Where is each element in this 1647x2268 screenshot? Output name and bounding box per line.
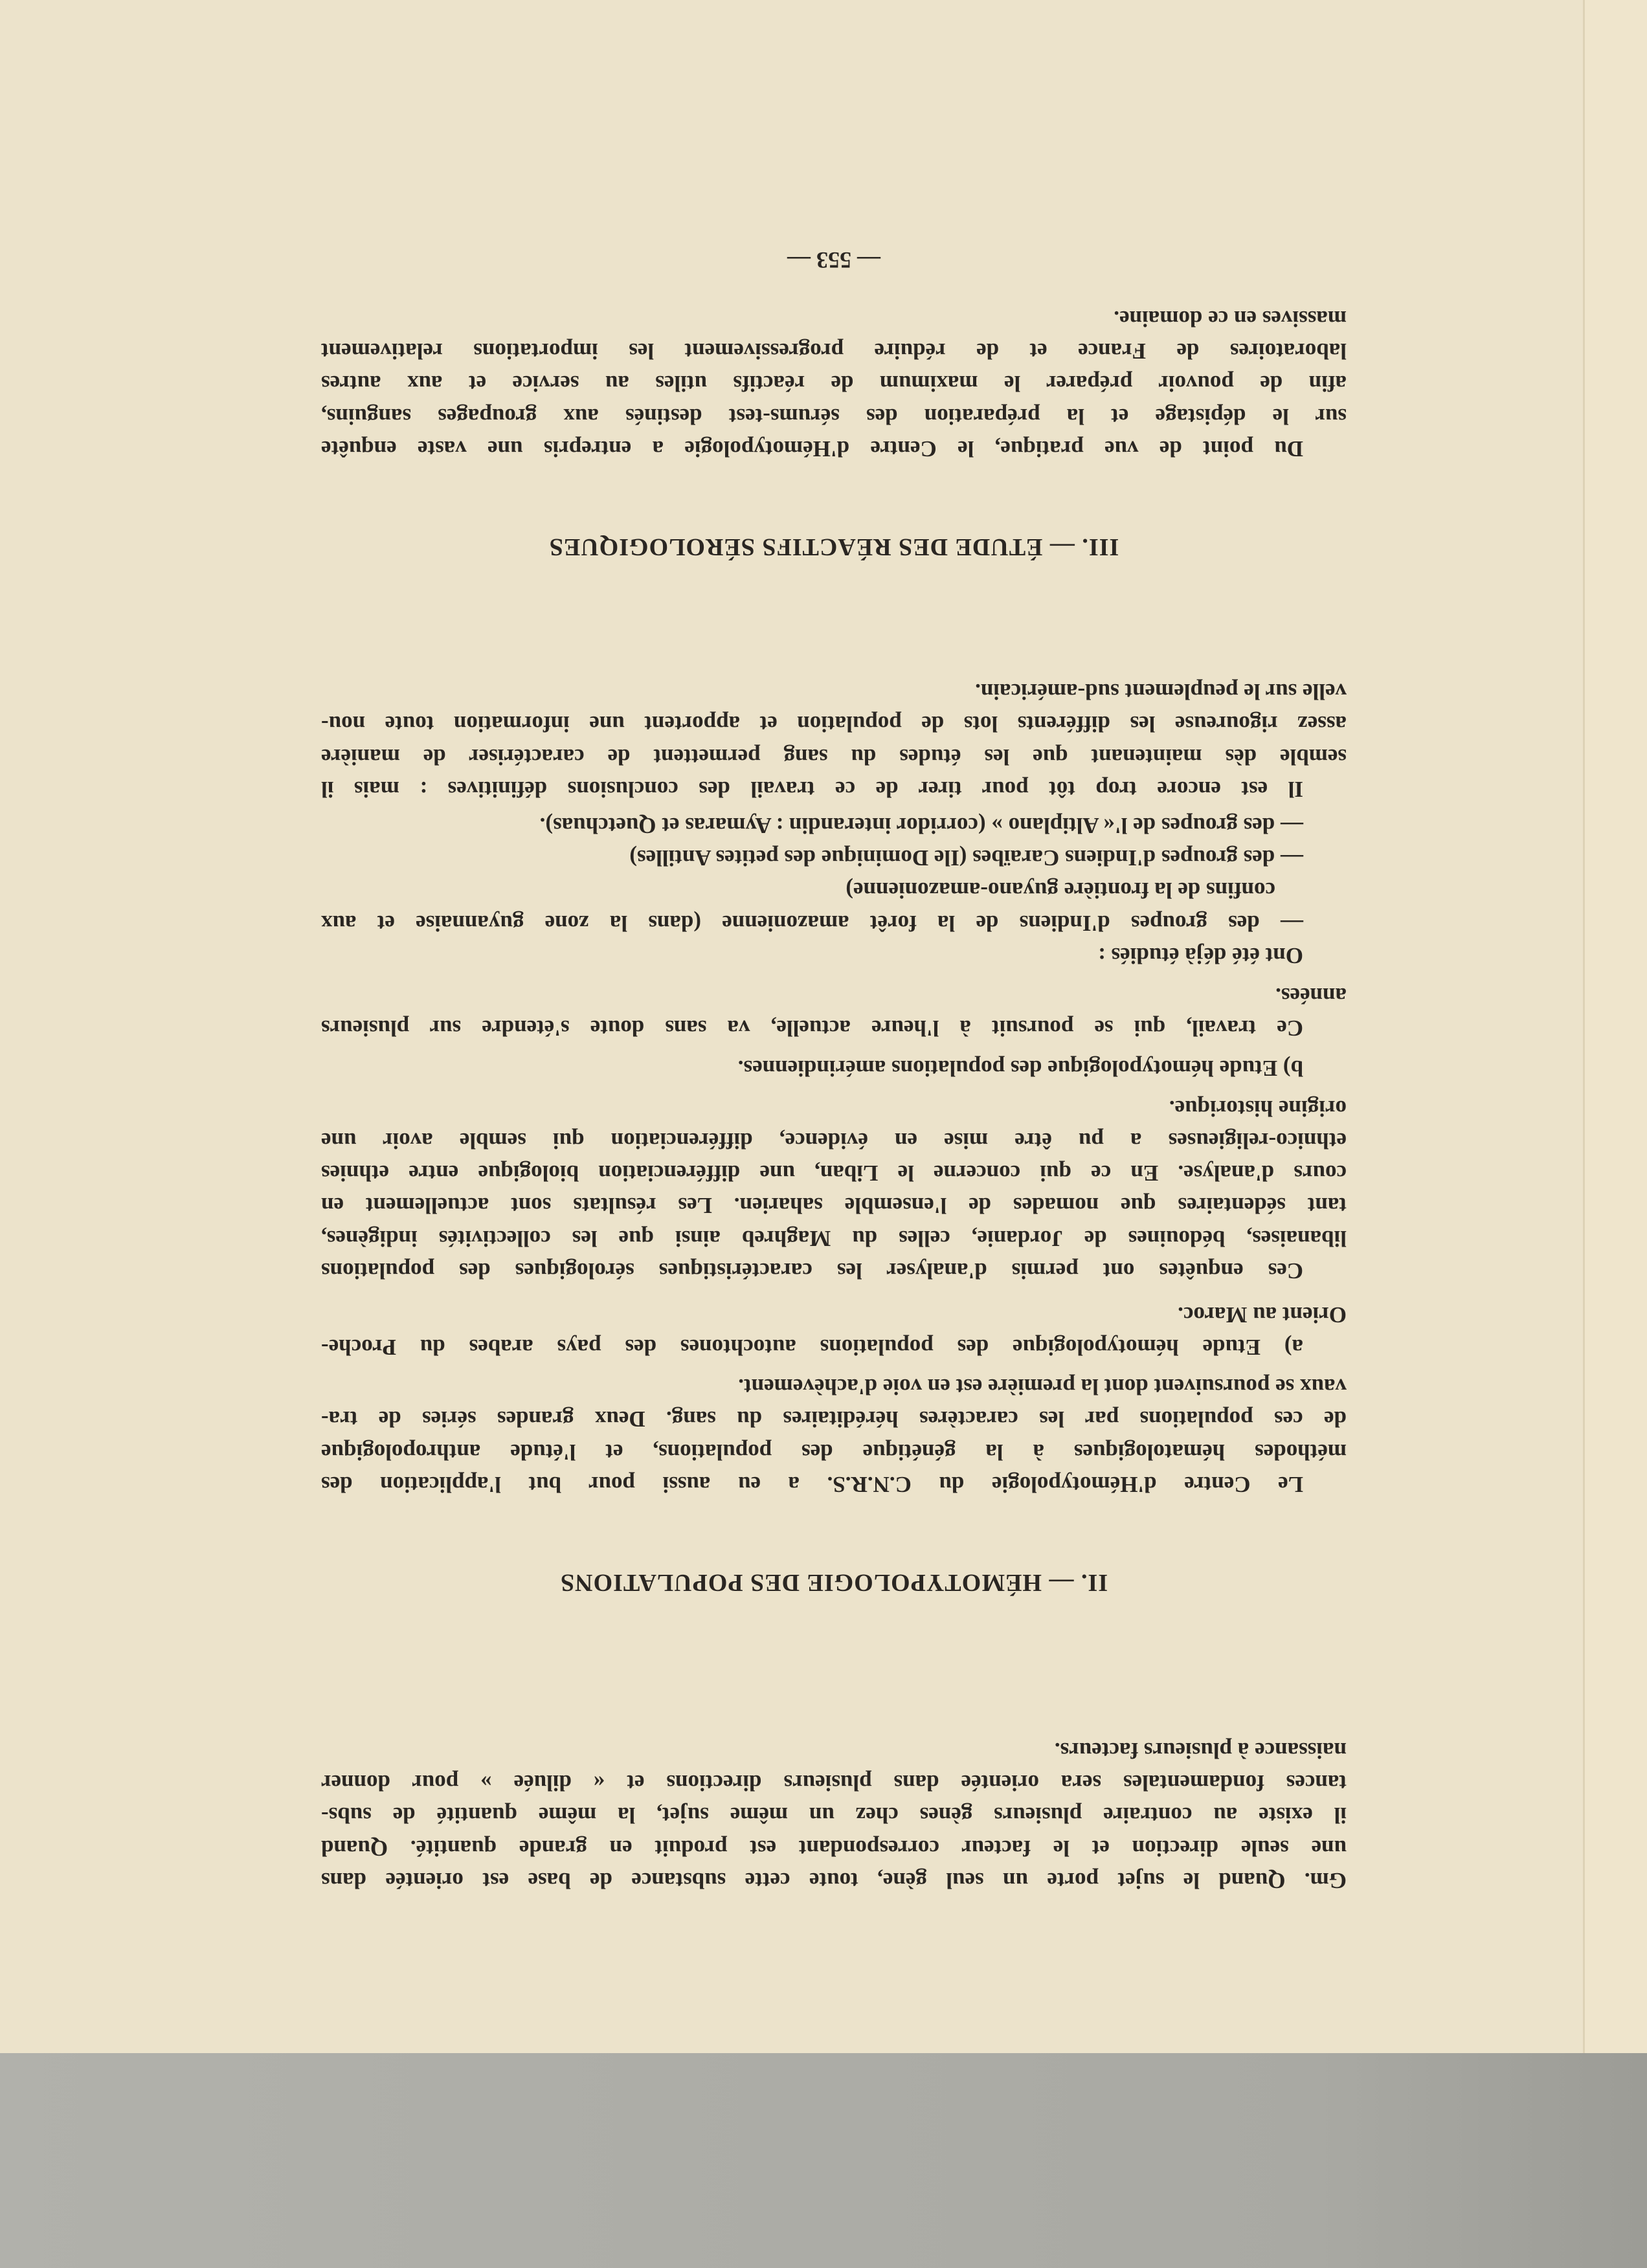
text-line: massives en ce domaine. xyxy=(1114,306,1347,331)
text-line: confins de la frontière guyano-amazonienne) xyxy=(846,878,1275,904)
text-line: Ont été déjà étudiés : xyxy=(1098,943,1303,968)
text-line: — des groupes de l'« Altiplano » (corridor interandin : Aymaras et Quetchuas). xyxy=(539,812,1303,838)
text-line: naissance à plusieurs facteurs. xyxy=(1054,1737,1347,1763)
text-line: assez rigoureuse les différents lots de population et apportent une information toute nou- xyxy=(321,711,1347,737)
text-line: velle sur le peuplement sud-américain. xyxy=(975,679,1347,705)
text-line: cours d'analyse. En ce qui concerne le Liban, une différenciation biologique entre ethnies xyxy=(321,1161,1347,1186)
paragraph-a xyxy=(321,1298,1347,1363)
text-line: il existe au contraire plusieurs gènes chez un même sujet, la même quantité de subs- xyxy=(321,1803,1347,1829)
page-edge-strip xyxy=(1583,0,1647,2053)
section-heading-reactifs: III. — ÉTUDE DES RÉACTIFS SÉROLOGIQUES xyxy=(548,533,1119,561)
text-line: b) Etude hémotypologique des populations amérindiennes. xyxy=(737,1056,1303,1081)
text-line: Il est encore trop tôt pour tirer de ce travail des conclusions définitives : mais il xyxy=(321,777,1303,802)
text-line: afin de pouvoir préparer le maximum de réactifs utiles au service et aux autres xyxy=(321,371,1347,397)
text-line: de ces populations par les caractères héréditaires du sang. Deux grandes séries de tra- xyxy=(321,1406,1347,1432)
text-line: Ce travail, qui se poursuit à l'heure actuelle, va sans doute s'étendre sur plusieurs xyxy=(321,1016,1303,1041)
page-text-rotated xyxy=(321,239,1347,1896)
text-line: sur le dépistage et la préparation des sérums-test destinés aux groupages sanguins, xyxy=(321,403,1347,429)
paragraph-conclusion xyxy=(321,675,1347,805)
text-line: tant sédentaires que nomades de l'ensemble saharien. Les résultats sont actuellement en xyxy=(321,1193,1347,1219)
text-line: Orient au Maroc. xyxy=(1178,1302,1347,1328)
paragraph-pratique xyxy=(321,302,1347,465)
text-line: libanaises, bédouines de Jordanie, celles du Maghreb ainsi que les collectivités indigènes, xyxy=(321,1225,1347,1251)
text-line: laboratoires de France et de réduire progressivement les importations relativement xyxy=(321,339,1347,364)
text-line: — des groupes d'Indiens de la forêt amazonienne (dans la zone guyannaise et aux xyxy=(321,910,1303,936)
text-line: Du point de vue pratique, le Centre d'Hémotypologie a entrepris une vaste enquête xyxy=(321,436,1303,461)
text-line: semble dès maintenant que les études du sang permettent de caractériser de manière xyxy=(321,744,1347,770)
text-line: années. xyxy=(1275,983,1347,1008)
text-line: une seule direction et le facteur correspondant est produit en grande quantité. Quand xyxy=(321,1835,1347,1861)
text-line: Ces enquêtes ont permis d'analyser les caractéristiques sérologiques des populations xyxy=(321,1258,1303,1284)
text-line: méthodes hématologiques à la génétique des populations, et l'étude anthropologique xyxy=(321,1439,1347,1465)
text-line: vaux se poursuivent dont la première est en voie d'achèvement. xyxy=(738,1374,1347,1400)
paragraph-centre xyxy=(321,1370,1347,1500)
section-heading-hemotypologie: II. — HÉMOTYPOLOGIE DES POPULATIONS xyxy=(559,1569,1108,1596)
text-line: tances fondamentales sera orientée dans plusieurs directions et « diluée » pour donner xyxy=(321,1770,1347,1796)
paragraph-gm xyxy=(321,1734,1347,1896)
page-number: — 553 — xyxy=(787,247,880,273)
text-line: origine historique. xyxy=(1169,1095,1347,1121)
text-line: a) Etude hémotypologique des populations autochtones des pays arabes du Proche- xyxy=(321,1335,1303,1360)
paragraph-travail xyxy=(321,979,1347,1044)
paragraph-enquetes xyxy=(321,1091,1347,1287)
paragraph-etudies xyxy=(321,809,1347,972)
paragraph-b xyxy=(321,1052,1347,1084)
text-line: Le Centre d'Hémotypologie du C.N.R.S. a eu aussi pour but l'application des xyxy=(321,1472,1303,1497)
text-line: Gm. Quand le sujet porte un seul gène, toute cette substance de base est orientée dans xyxy=(321,1868,1347,1893)
text-line: — des groupes d'Indiens Caraïbes (Ile Dominique des petites Antilles) xyxy=(629,845,1303,871)
scanner-background xyxy=(0,2053,1647,2268)
text-line: ethnico-religieuses a pu être mise en évidence, différenciation qui semble avoir une xyxy=(321,1128,1347,1153)
